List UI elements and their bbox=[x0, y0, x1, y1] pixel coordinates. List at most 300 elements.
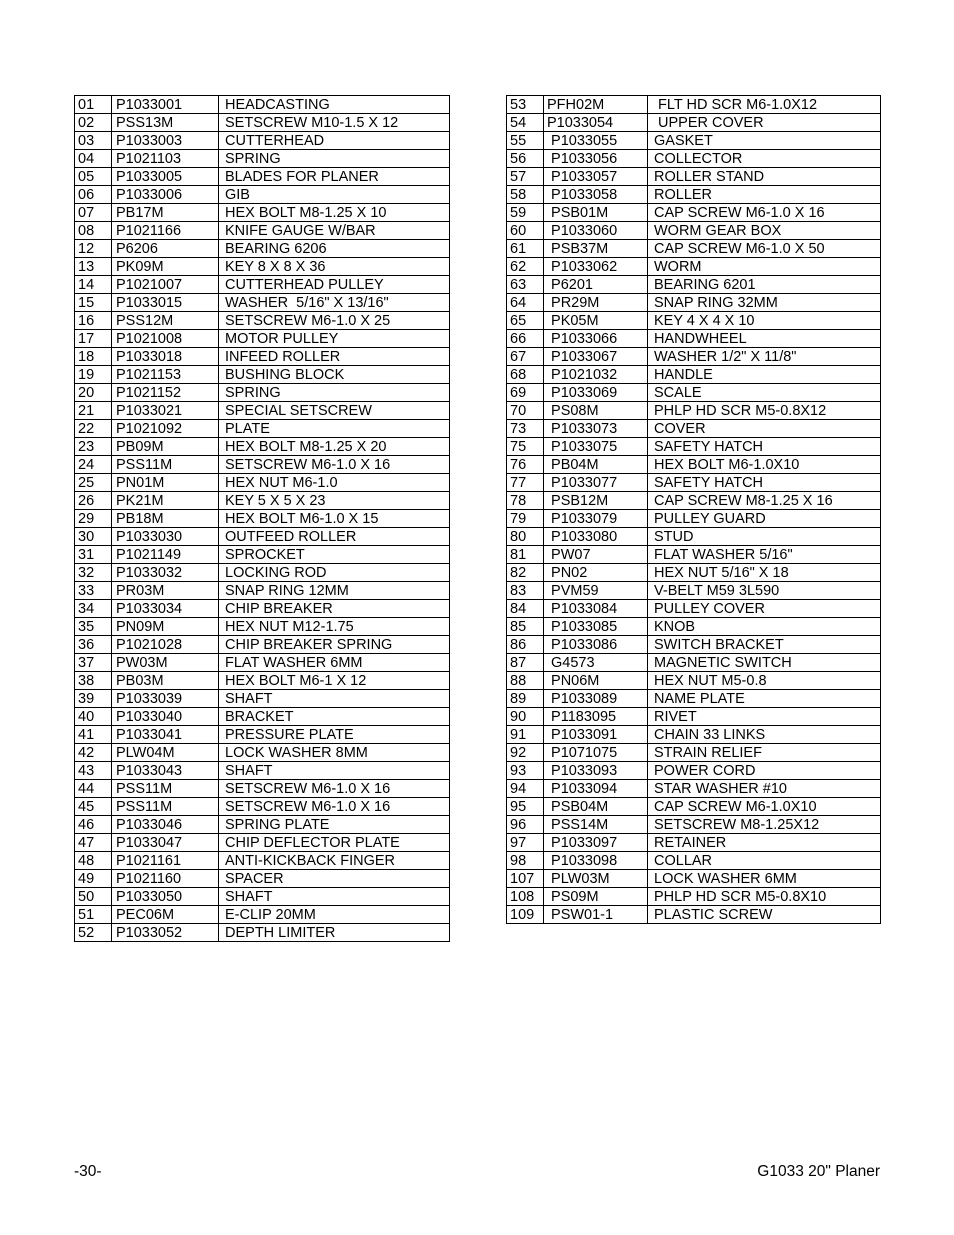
parts-row bbox=[75, 816, 450, 834]
description-cell: PULLEY COVER bbox=[648, 600, 881, 618]
description-cell: RIVET bbox=[648, 708, 881, 726]
parts-row bbox=[75, 924, 450, 942]
description-cell: SPROCKET bbox=[219, 546, 450, 564]
part-number-cell: P1033060 bbox=[544, 222, 648, 240]
ref-number-cell: 109 bbox=[507, 906, 544, 924]
description-cell: SETSCREW M6-1.0 X 16 bbox=[219, 780, 450, 798]
description-cell: PULLEY GUARD bbox=[648, 510, 881, 528]
part-number-cell: P1021007 bbox=[112, 276, 219, 294]
ref-number-cell: 64 bbox=[507, 294, 544, 312]
part-number-cell: P1071075 bbox=[544, 744, 648, 762]
ref-number-cell: 95 bbox=[507, 798, 544, 816]
part-number-cell: PB09M bbox=[112, 438, 219, 456]
part-number-cell: PN02 bbox=[544, 564, 648, 582]
ref-number-cell: 107 bbox=[507, 870, 544, 888]
description-cell: CAP SCREW M6-1.0 X 50 bbox=[648, 240, 881, 258]
description-cell: CHIP DEFLECTOR PLATE bbox=[219, 834, 450, 852]
part-number-cell: P1033034 bbox=[112, 600, 219, 618]
ref-number-cell: 16 bbox=[75, 312, 112, 330]
description-cell: SETSCREW M8-1.25X12 bbox=[648, 816, 881, 834]
parts-row bbox=[507, 690, 881, 708]
description-cell: HEX NUT M6-1.0 bbox=[219, 474, 450, 492]
parts-row bbox=[507, 816, 881, 834]
parts-row bbox=[75, 690, 450, 708]
part-number-cell: PR03M bbox=[112, 582, 219, 600]
ref-number-cell: 80 bbox=[507, 528, 544, 546]
part-number-cell: P1033094 bbox=[544, 780, 648, 798]
ref-number-cell: 19 bbox=[75, 366, 112, 384]
ref-number-cell: 85 bbox=[507, 618, 544, 636]
description-cell: KNIFE GAUGE W/BAR bbox=[219, 222, 450, 240]
parts-table-left bbox=[74, 95, 450, 942]
part-number-cell: P1033018 bbox=[112, 348, 219, 366]
ref-number-cell: 76 bbox=[507, 456, 544, 474]
description-cell: GASKET bbox=[648, 132, 881, 150]
parts-row bbox=[507, 510, 881, 528]
part-number-cell: G4573 bbox=[544, 654, 648, 672]
part-number-cell: PN09M bbox=[112, 618, 219, 636]
ref-number-cell: 43 bbox=[75, 762, 112, 780]
ref-number-cell: 96 bbox=[507, 816, 544, 834]
description-cell: SHAFT bbox=[219, 888, 450, 906]
ref-number-cell: 89 bbox=[507, 690, 544, 708]
parts-row bbox=[75, 708, 450, 726]
parts-table-left-body bbox=[75, 96, 450, 942]
parts-row bbox=[507, 708, 881, 726]
parts-row bbox=[507, 186, 881, 204]
parts-row bbox=[507, 672, 881, 690]
parts-row bbox=[507, 204, 881, 222]
ref-number-cell: 14 bbox=[75, 276, 112, 294]
description-cell: PHLP HD SCR M5-0.8X10 bbox=[648, 888, 881, 906]
ref-number-cell: 29 bbox=[75, 510, 112, 528]
parts-row bbox=[75, 330, 450, 348]
part-number-cell: PS09M bbox=[544, 888, 648, 906]
description-cell: KNOB bbox=[648, 618, 881, 636]
ref-number-cell: 38 bbox=[75, 672, 112, 690]
part-number-cell: P6206 bbox=[112, 240, 219, 258]
part-number-cell: P1033006 bbox=[112, 186, 219, 204]
description-cell: SPECIAL SETSCREW bbox=[219, 402, 450, 420]
ref-number-cell: 70 bbox=[507, 402, 544, 420]
ref-number-cell: 83 bbox=[507, 582, 544, 600]
description-cell: SETSCREW M6-1.0 X 25 bbox=[219, 312, 450, 330]
description-cell: ROLLER STAND bbox=[648, 168, 881, 186]
ref-number-cell: 59 bbox=[507, 204, 544, 222]
ref-number-cell: 36 bbox=[75, 636, 112, 654]
description-cell: CHIP BREAKER bbox=[219, 600, 450, 618]
parts-row bbox=[507, 330, 881, 348]
description-cell: SCALE bbox=[648, 384, 881, 402]
description-cell: SAFETY HATCH bbox=[648, 474, 881, 492]
ref-number-cell: 69 bbox=[507, 384, 544, 402]
part-number-cell: PSB12M bbox=[544, 492, 648, 510]
parts-row bbox=[75, 564, 450, 582]
ref-number-cell: 22 bbox=[75, 420, 112, 438]
parts-table-right-body bbox=[507, 96, 881, 924]
part-number-cell: P1021149 bbox=[112, 546, 219, 564]
ref-number-cell: 02 bbox=[75, 114, 112, 132]
parts-row bbox=[75, 456, 450, 474]
ref-number-cell: 18 bbox=[75, 348, 112, 366]
description-cell: CHAIN 33 LINKS bbox=[648, 726, 881, 744]
description-cell: HEX BOLT M6-1.0X10 bbox=[648, 456, 881, 474]
description-cell: CAP SCREW M6-1.0X10 bbox=[648, 798, 881, 816]
ref-number-cell: 57 bbox=[507, 168, 544, 186]
parts-row bbox=[75, 240, 450, 258]
ref-number-cell: 63 bbox=[507, 276, 544, 294]
ref-number-cell: 24 bbox=[75, 456, 112, 474]
ref-number-cell: 05 bbox=[75, 168, 112, 186]
part-number-cell: P1033080 bbox=[544, 528, 648, 546]
ref-number-cell: 87 bbox=[507, 654, 544, 672]
part-number-cell: PS08M bbox=[544, 402, 648, 420]
part-number-cell: P1033015 bbox=[112, 294, 219, 312]
description-cell: COLLECTOR bbox=[648, 150, 881, 168]
parts-table-right bbox=[506, 95, 881, 924]
parts-row bbox=[507, 888, 881, 906]
ref-number-cell: 45 bbox=[75, 798, 112, 816]
part-number-cell: PSW01-1 bbox=[544, 906, 648, 924]
ref-number-cell: 44 bbox=[75, 780, 112, 798]
description-cell: SETSCREW M6-1.0 X 16 bbox=[219, 798, 450, 816]
ref-number-cell: 40 bbox=[75, 708, 112, 726]
ref-number-cell: 41 bbox=[75, 726, 112, 744]
description-cell: COVER bbox=[648, 420, 881, 438]
parts-row bbox=[75, 348, 450, 366]
parts-row bbox=[507, 618, 881, 636]
ref-number-cell: 30 bbox=[75, 528, 112, 546]
description-cell: SNAP RING 32MM bbox=[648, 294, 881, 312]
parts-row bbox=[507, 132, 881, 150]
ref-number-cell: 35 bbox=[75, 618, 112, 636]
parts-row bbox=[507, 474, 881, 492]
part-number-cell: P1033086 bbox=[544, 636, 648, 654]
description-cell: E-CLIP 20MM bbox=[219, 906, 450, 924]
parts-row bbox=[75, 222, 450, 240]
description-cell: FLAT WASHER 6MM bbox=[219, 654, 450, 672]
part-number-cell: P1021153 bbox=[112, 366, 219, 384]
part-number-cell: P1021161 bbox=[112, 852, 219, 870]
part-number-cell: P1033043 bbox=[112, 762, 219, 780]
parts-row bbox=[507, 564, 881, 582]
parts-row bbox=[507, 348, 881, 366]
ref-number-cell: 46 bbox=[75, 816, 112, 834]
part-number-cell: P1033032 bbox=[112, 564, 219, 582]
description-cell: OUTFEED ROLLER bbox=[219, 528, 450, 546]
part-number-cell: P1033054 bbox=[544, 114, 648, 132]
parts-row bbox=[75, 528, 450, 546]
description-cell: NAME PLATE bbox=[648, 690, 881, 708]
part-number-cell: P1033062 bbox=[544, 258, 648, 276]
part-number-cell: PSS11M bbox=[112, 798, 219, 816]
parts-row bbox=[507, 654, 881, 672]
part-number-cell: P1033021 bbox=[112, 402, 219, 420]
parts-row bbox=[507, 222, 881, 240]
ref-number-cell: 93 bbox=[507, 762, 544, 780]
parts-row bbox=[507, 636, 881, 654]
description-cell: GIB bbox=[219, 186, 450, 204]
ref-number-cell: 98 bbox=[507, 852, 544, 870]
parts-row bbox=[75, 582, 450, 600]
ref-number-cell: 04 bbox=[75, 150, 112, 168]
ref-number-cell: 50 bbox=[75, 888, 112, 906]
part-number-cell: P1033001 bbox=[112, 96, 219, 114]
ref-number-cell: 60 bbox=[507, 222, 544, 240]
description-cell: CUTTERHEAD bbox=[219, 132, 450, 150]
ref-number-cell: 61 bbox=[507, 240, 544, 258]
part-number-cell: P1033073 bbox=[544, 420, 648, 438]
ref-number-cell: 90 bbox=[507, 708, 544, 726]
ref-number-cell: 42 bbox=[75, 744, 112, 762]
description-cell: WORM GEAR BOX bbox=[648, 222, 881, 240]
ref-number-cell: 78 bbox=[507, 492, 544, 510]
parts-row bbox=[507, 726, 881, 744]
description-cell: HEX NUT M12-1.75 bbox=[219, 618, 450, 636]
part-number-cell: P1033039 bbox=[112, 690, 219, 708]
description-cell: CUTTERHEAD PULLEY bbox=[219, 276, 450, 294]
ref-number-cell: 08 bbox=[75, 222, 112, 240]
description-cell: PHLP HD SCR M5-0.8X12 bbox=[648, 402, 881, 420]
parts-row bbox=[75, 474, 450, 492]
part-number-cell: PB17M bbox=[112, 204, 219, 222]
description-cell: HEX NUT 5/16" X 18 bbox=[648, 564, 881, 582]
part-number-cell: P1033066 bbox=[544, 330, 648, 348]
description-cell: ROLLER bbox=[648, 186, 881, 204]
description-cell: HEX NUT M5-0.8 bbox=[648, 672, 881, 690]
ref-number-cell: 06 bbox=[75, 186, 112, 204]
description-cell: WORM bbox=[648, 258, 881, 276]
part-number-cell: P1021008 bbox=[112, 330, 219, 348]
ref-number-cell: 51 bbox=[75, 906, 112, 924]
part-number-cell: PN01M bbox=[112, 474, 219, 492]
parts-row bbox=[507, 240, 881, 258]
part-number-cell: P1021166 bbox=[112, 222, 219, 240]
parts-row bbox=[507, 150, 881, 168]
ref-number-cell: 07 bbox=[75, 204, 112, 222]
parts-row bbox=[75, 312, 450, 330]
ref-number-cell: 39 bbox=[75, 690, 112, 708]
part-number-cell: PK05M bbox=[544, 312, 648, 330]
parts-row bbox=[75, 186, 450, 204]
description-cell: MAGNETIC SWITCH bbox=[648, 654, 881, 672]
ref-number-cell: 75 bbox=[507, 438, 544, 456]
part-number-cell: P1033058 bbox=[544, 186, 648, 204]
part-number-cell: P1033046 bbox=[112, 816, 219, 834]
part-number-cell: P1033055 bbox=[544, 132, 648, 150]
parts-row bbox=[75, 258, 450, 276]
part-number-cell: P1033091 bbox=[544, 726, 648, 744]
description-cell: SPRING bbox=[219, 150, 450, 168]
description-cell: SETSCREW M6-1.0 X 16 bbox=[219, 456, 450, 474]
part-number-cell: PEC06M bbox=[112, 906, 219, 924]
ref-number-cell: 01 bbox=[75, 96, 112, 114]
ref-number-cell: 58 bbox=[507, 186, 544, 204]
ref-number-cell: 53 bbox=[507, 96, 544, 114]
ref-number-cell: 91 bbox=[507, 726, 544, 744]
ref-number-cell: 56 bbox=[507, 150, 544, 168]
ref-number-cell: 48 bbox=[75, 852, 112, 870]
ref-number-cell: 88 bbox=[507, 672, 544, 690]
ref-number-cell: 81 bbox=[507, 546, 544, 564]
ref-number-cell: 34 bbox=[75, 600, 112, 618]
parts-row bbox=[75, 780, 450, 798]
description-cell: HEX BOLT M8-1.25 X 10 bbox=[219, 204, 450, 222]
ref-number-cell: 21 bbox=[75, 402, 112, 420]
part-number-cell: P1033005 bbox=[112, 168, 219, 186]
parts-row bbox=[75, 600, 450, 618]
description-cell: KEY 8 X 8 X 36 bbox=[219, 258, 450, 276]
part-number-cell: PSB04M bbox=[544, 798, 648, 816]
description-cell: BEARING 6206 bbox=[219, 240, 450, 258]
ref-number-cell: 79 bbox=[507, 510, 544, 528]
part-number-cell: PFH02M bbox=[544, 96, 648, 114]
parts-row bbox=[507, 744, 881, 762]
part-number-cell: P1021028 bbox=[112, 636, 219, 654]
parts-row bbox=[75, 294, 450, 312]
description-cell: PLATE bbox=[219, 420, 450, 438]
description-cell: SETSCREW M10-1.5 X 12 bbox=[219, 114, 450, 132]
part-number-cell: P1183095 bbox=[544, 708, 648, 726]
ref-number-cell: 55 bbox=[507, 132, 544, 150]
parts-row bbox=[75, 798, 450, 816]
description-cell: HEADCASTING bbox=[219, 96, 450, 114]
parts-row bbox=[75, 906, 450, 924]
part-number-cell: PW03M bbox=[112, 654, 219, 672]
description-cell: SPACER bbox=[219, 870, 450, 888]
parts-row bbox=[75, 132, 450, 150]
part-number-cell: P1033077 bbox=[544, 474, 648, 492]
ref-number-cell: 77 bbox=[507, 474, 544, 492]
parts-row bbox=[75, 762, 450, 780]
description-cell: ANTI-KICKBACK FINGER bbox=[219, 852, 450, 870]
part-number-cell: P1021092 bbox=[112, 420, 219, 438]
part-number-cell: PK21M bbox=[112, 492, 219, 510]
part-number-cell: P1033041 bbox=[112, 726, 219, 744]
description-cell: COLLAR bbox=[648, 852, 881, 870]
parts-row bbox=[507, 492, 881, 510]
ref-number-cell: 17 bbox=[75, 330, 112, 348]
part-number-cell: PW07 bbox=[544, 546, 648, 564]
parts-row bbox=[75, 636, 450, 654]
part-number-cell: P1033097 bbox=[544, 834, 648, 852]
ref-number-cell: 32 bbox=[75, 564, 112, 582]
ref-number-cell: 54 bbox=[507, 114, 544, 132]
part-number-cell: P1033084 bbox=[544, 600, 648, 618]
parts-row bbox=[75, 402, 450, 420]
parts-row bbox=[507, 798, 881, 816]
description-cell: SPRING PLATE bbox=[219, 816, 450, 834]
parts-row bbox=[507, 834, 881, 852]
parts-row bbox=[507, 96, 881, 114]
part-number-cell: PSS11M bbox=[112, 780, 219, 798]
parts-row bbox=[75, 852, 450, 870]
part-number-cell: PSB01M bbox=[544, 204, 648, 222]
ref-number-cell: 108 bbox=[507, 888, 544, 906]
parts-row bbox=[75, 492, 450, 510]
part-number-cell: PN06M bbox=[544, 672, 648, 690]
ref-number-cell: 67 bbox=[507, 348, 544, 366]
ref-number-cell: 92 bbox=[507, 744, 544, 762]
part-number-cell: P1033093 bbox=[544, 762, 648, 780]
description-cell: STRAIN RELIEF bbox=[648, 744, 881, 762]
manual-title: G1033 20" Planer bbox=[757, 1163, 880, 1180]
parts-row bbox=[507, 582, 881, 600]
ref-number-cell: 65 bbox=[507, 312, 544, 330]
parts-row bbox=[75, 888, 450, 906]
parts-row bbox=[507, 402, 881, 420]
description-cell: HEX BOLT M6-1.0 X 15 bbox=[219, 510, 450, 528]
parts-row bbox=[75, 114, 450, 132]
ref-number-cell: 82 bbox=[507, 564, 544, 582]
part-number-cell: PLW03M bbox=[544, 870, 648, 888]
description-cell: STUD bbox=[648, 528, 881, 546]
description-cell: INFEED ROLLER bbox=[219, 348, 450, 366]
parts-row bbox=[507, 312, 881, 330]
parts-row bbox=[507, 366, 881, 384]
parts-row bbox=[507, 258, 881, 276]
description-cell: LOCK WASHER 8MM bbox=[219, 744, 450, 762]
part-number-cell: PB03M bbox=[112, 672, 219, 690]
parts-row bbox=[507, 546, 881, 564]
parts-row bbox=[507, 384, 881, 402]
ref-number-cell: 03 bbox=[75, 132, 112, 150]
parts-row bbox=[75, 654, 450, 672]
parts-row bbox=[507, 456, 881, 474]
description-cell: BRACKET bbox=[219, 708, 450, 726]
ref-number-cell: 73 bbox=[507, 420, 544, 438]
description-cell: STAR WASHER #10 bbox=[648, 780, 881, 798]
description-cell: LOCK WASHER 6MM bbox=[648, 870, 881, 888]
part-number-cell: P1033030 bbox=[112, 528, 219, 546]
ref-number-cell: 49 bbox=[75, 870, 112, 888]
part-number-cell: P1033069 bbox=[544, 384, 648, 402]
parts-row bbox=[507, 168, 881, 186]
description-cell: WASHER 1/2" X 11/8" bbox=[648, 348, 881, 366]
parts-row bbox=[75, 204, 450, 222]
part-number-cell: P1033056 bbox=[544, 150, 648, 168]
ref-number-cell: 33 bbox=[75, 582, 112, 600]
part-number-cell: PK09M bbox=[112, 258, 219, 276]
description-cell: V-BELT M59 3L590 bbox=[648, 582, 881, 600]
parts-row bbox=[75, 672, 450, 690]
description-cell: HANDWHEEL bbox=[648, 330, 881, 348]
ref-number-cell: 66 bbox=[507, 330, 544, 348]
description-cell: SAFETY HATCH bbox=[648, 438, 881, 456]
description-cell: RETAINER bbox=[648, 834, 881, 852]
parts-row bbox=[507, 600, 881, 618]
parts-row bbox=[75, 168, 450, 186]
parts-row bbox=[507, 528, 881, 546]
part-number-cell: PR29M bbox=[544, 294, 648, 312]
part-number-cell: PSS11M bbox=[112, 456, 219, 474]
part-number-cell: P1033089 bbox=[544, 690, 648, 708]
ref-number-cell: 52 bbox=[75, 924, 112, 942]
description-cell: SWITCH BRACKET bbox=[648, 636, 881, 654]
part-number-cell: PB18M bbox=[112, 510, 219, 528]
ref-number-cell: 86 bbox=[507, 636, 544, 654]
ref-number-cell: 37 bbox=[75, 654, 112, 672]
ref-number-cell: 31 bbox=[75, 546, 112, 564]
part-number-cell: P1033040 bbox=[112, 708, 219, 726]
ref-number-cell: 47 bbox=[75, 834, 112, 852]
description-cell: KEY 4 X 4 X 10 bbox=[648, 312, 881, 330]
description-cell: BEARING 6201 bbox=[648, 276, 881, 294]
ref-number-cell: 68 bbox=[507, 366, 544, 384]
parts-row bbox=[507, 438, 881, 456]
parts-row bbox=[75, 510, 450, 528]
description-cell: SNAP RING 12MM bbox=[219, 582, 450, 600]
